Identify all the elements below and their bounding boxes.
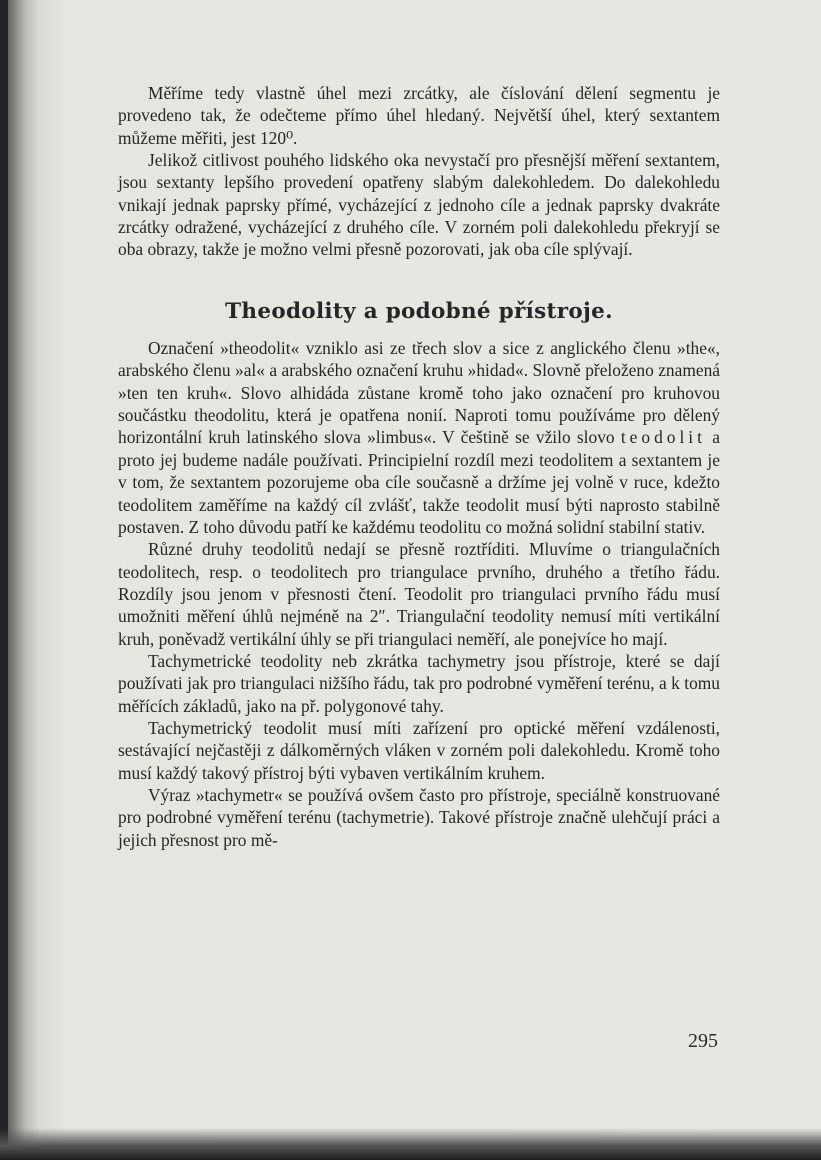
paragraph-sextant-angle: Měříme tedy vlastně úhel mezi zrcátky, ale číslování dělení segmentu je provedeno tak, že odečteme přímo úhel hledaný. Největší úhel, který sextantem můžeme měřiti, jest 120⁰. [118,83,720,148]
page-body [118,82,720,851]
book-spine-edge [0,0,8,1160]
paragraph-tachymetr-term: Výraz »tachymetr« se používá ovšem často pro přístroje, speciálně konstruované pro podrobné vyměření terénu (tachymetrie). Takové přístroje značně ulehčují práci a jejich přesnost pro mě- [118,784,720,850]
paragraph-tachymetric-theodolites: Tachymetrické teodolity neb zkrátka tachymetry jsou přístroje, které se dají používati jak pro triangulaci nižšího řádu, tak pro podrobné vyměření terénu, a k tomu měřících základů, jako na př. polygonové tahy. [118,650,720,716]
section-heading: Theodolity a podobné přístroje. [225,298,613,324]
spaced-word-teodolit: teodolit [620,427,706,448]
page-bottom-shadow [0,1128,821,1160]
paragraph-tachymetric-requirements: Tachymetrický teodolit musí míti zařízení pro optické měření vzdálenosti, sestávající nejčastěji z dálkoměrných vláken v zorném poli dalekohledu. Kromě toho musí každý takový přístroj býti vybaven vertikálním kruhem. [118,717,720,783]
paragraph-sextant-telescope: Jelikož citlivost pouhého lidského oka nevystačí pro přesnější měření sextantem, jsou sextanty lepšího provedení opatřeny slabým dalekohledem. Do dalekohledu vnikají jednak paprsky přímé, vycházející z jednoho cíle a jednak paprsky dvakráte zrcátky odražené, vycházející z druhého cíle. V zorném poli dalekohledu překryjí se oba obrazy, takže je možno velmi přesně pozorovati, jak oba cíle splývají. [118,150,720,260]
paragraph-theodolit-text-after: a proto jej budeme nadále používati. Principielní rozdíl mezi teodolitem a sextantem je v tom, že sextantem pozorujeme oba cíle současně a držíme jej volně v ruce, kdežto teodolitem zaměříme na každý cíl zvlášť, takže teodolit musí býti naprosto stabilně postaven. Z toho důvodu patří ke každému teodolitu co možná solidní stabilní stativ. [118,427,720,537]
paragraph-theodolit-text-before: Označení »theodolit« vzniklo asi ze třech slov a sice z anglického členu »the«, arabského členu »al« a arabského označení kruhu »hidad«. Slovně přeloženo znamená »ten ten kruh«. Slovo alhidáda zůstane kromě toho jako označení pro kruhovou součástku theodolitu, která je opatřena nonií. Naproti tomu používáme pro dělený horizontální kruh latinského slova »limbus«. V češtině se vžilo slovo [118,338,720,448]
paragraph-theodolit-origin [118,337,720,538]
page-number: 295 [688,1030,718,1052]
paragraph-theodolite-types: Různé druhy teodolitů nedají se přesně roztříditi. Mluvíme o triangulačních teodolitech, resp. o teodolitech pro triangulace prvního, druhého a třetího řádu. Rozdíly jsou jenom v přesnosti čtení. Teodolit pro triangulaci prvního řádu musí umožniti měření úhlů nejméně na 2″. Triangulační teodolity nemusí míti vertikální kruh, poněvadž vertikální úhly se při triangulaci neměří, ale ponejvíce ho mají. [118,539,720,649]
